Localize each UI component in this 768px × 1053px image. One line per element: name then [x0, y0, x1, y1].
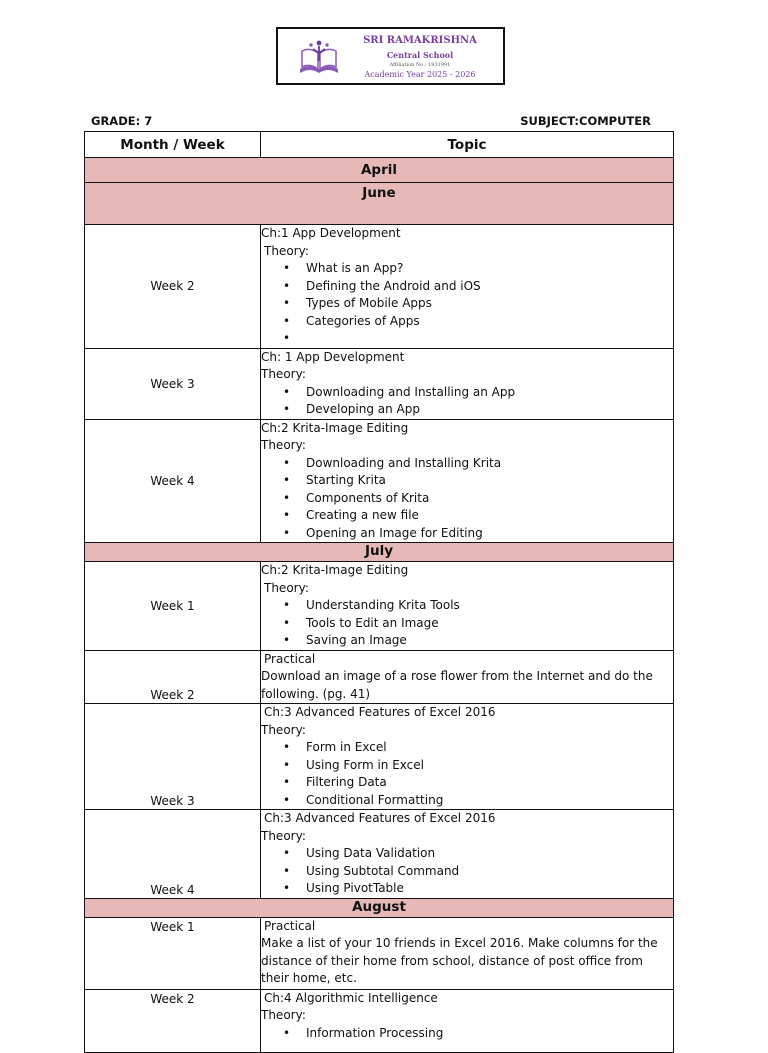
topic-item: • Tools to Edit an Image	[261, 615, 673, 633]
week-cell: Week 2	[85, 650, 261, 704]
subject-label: SUBJECT:COMPUTER	[520, 114, 651, 128]
table-header-row	[85, 132, 674, 158]
topic-item: • Downloading and Installing Krita	[261, 455, 673, 473]
table-row	[85, 810, 674, 899]
topic-item: • Conditional Formatting	[261, 792, 673, 810]
topic-item: • Downloading and Installing an App	[261, 384, 673, 402]
topic-item: • Developing an App	[261, 401, 673, 419]
school-logo-text	[340, 33, 500, 80]
week-cell: Week 3	[85, 348, 261, 419]
topic-item: • Using Form in Excel	[261, 757, 673, 775]
week-cell: Week 3	[85, 704, 261, 810]
month-july: July	[85, 543, 674, 562]
topic-cell	[261, 225, 674, 349]
topic-item: • Defining the Android and iOS	[261, 278, 673, 296]
topic-cell	[261, 562, 674, 651]
header-month-week: Month / Week	[85, 132, 261, 158]
table-row	[85, 225, 674, 349]
topic-cell	[261, 810, 674, 899]
school-affiliation: Affiliation No.: 1931991	[389, 62, 451, 68]
topic-item: • Creating a new file	[261, 507, 673, 525]
theory-label: Theory:	[261, 722, 306, 737]
month-row-april	[85, 158, 674, 183]
theory-label: Theory:	[264, 580, 309, 595]
practical-label: Practical	[264, 918, 316, 933]
topic-item: • Using Data Validation	[261, 845, 673, 863]
table-row	[85, 704, 674, 810]
academic-year: Academic Year 2025 - 2026	[364, 70, 476, 79]
topic-item: • Opening an Image for Editing	[261, 525, 673, 543]
topic-item: • Filtering Data	[261, 774, 673, 792]
topic-item: • Components of Krita	[261, 490, 673, 508]
topic-item: • Starting Krita	[261, 472, 673, 490]
theory-label: Theory:	[261, 367, 306, 381]
week-cell: Week 2	[85, 225, 261, 349]
topic-item: • Saving an Image	[261, 632, 673, 650]
chapter-title: Ch: 1 App Development	[261, 349, 405, 364]
month-row-august	[85, 898, 674, 917]
week-cell: Week 4	[85, 419, 261, 543]
syllabus-table	[84, 131, 674, 1053]
theory-label: Theory:	[261, 438, 306, 452]
practical-label: Practical	[264, 651, 316, 666]
chapter-title: Ch:1 App Development	[261, 226, 401, 240]
topic-cell	[261, 989, 674, 1052]
month-row-june	[85, 183, 674, 225]
table-row	[85, 989, 674, 1052]
topic-cell	[261, 917, 674, 989]
week-cell: Week 4	[85, 810, 261, 899]
month-august: August	[85, 898, 674, 917]
month-april: April	[85, 158, 674, 183]
theory-label: Theory:	[261, 828, 306, 843]
topic-item: • Using Subtotal Command	[261, 863, 673, 881]
month-row-july	[85, 543, 674, 562]
school-name: SRI RAMAKRISHNA	[363, 35, 477, 46]
book-figures-logo-icon	[296, 35, 342, 79]
topic-item: • Categories of Apps	[261, 313, 673, 331]
chapter-title: Ch:3 Advanced Features of Excel 2016	[264, 705, 496, 719]
practical-text: Make a list of your 10 friends in Excel 2016. Make columns for the distance of their home from school, distance of post office from their home, etc.	[261, 936, 658, 985]
topic-item: • Understanding Krita Tools	[261, 597, 673, 615]
chapter-title: Ch:2 Krita-Image Editing	[261, 420, 409, 435]
chapter-title: Ch:3 Advanced Features of Excel 2016	[264, 811, 496, 825]
chapter-title: Ch:2 Krita-Image Editing	[261, 563, 409, 577]
topic-item: • Types of Mobile Apps	[261, 295, 673, 313]
topic-cell	[261, 419, 674, 543]
topic-item: • Information Processing	[261, 1025, 673, 1043]
topic-item	[261, 330, 673, 348]
topic-cell	[261, 650, 674, 704]
table-row	[85, 419, 674, 543]
week-cell: Week 1	[85, 917, 261, 989]
theory-label: Theory:	[261, 1008, 306, 1022]
topic-cell	[261, 348, 674, 419]
table-row	[85, 348, 674, 419]
grade-label: GRADE: 7	[91, 114, 153, 128]
topic-item: • Using PivotTable	[261, 880, 673, 898]
theory-label: Theory:	[264, 243, 309, 258]
topic-item: • What is an App?	[261, 260, 673, 278]
month-june: June	[85, 183, 674, 225]
table-row	[85, 650, 674, 704]
week-cell: Week 1	[85, 562, 261, 651]
practical-text: Download an image of a rose flower from the Internet and do the following. (pg. 41)	[261, 669, 653, 701]
table-row	[85, 562, 674, 651]
header-topic: Topic	[261, 132, 674, 158]
chapter-title: Ch:4 Algorithmic Intelligence	[264, 990, 438, 1005]
topic-cell	[261, 704, 674, 810]
table-row	[85, 917, 674, 989]
week-cell: Week 2	[85, 989, 261, 1052]
school-logo-box	[276, 27, 505, 85]
school-subname: Central School	[386, 50, 454, 60]
topic-item: • Form in Excel	[261, 739, 673, 757]
